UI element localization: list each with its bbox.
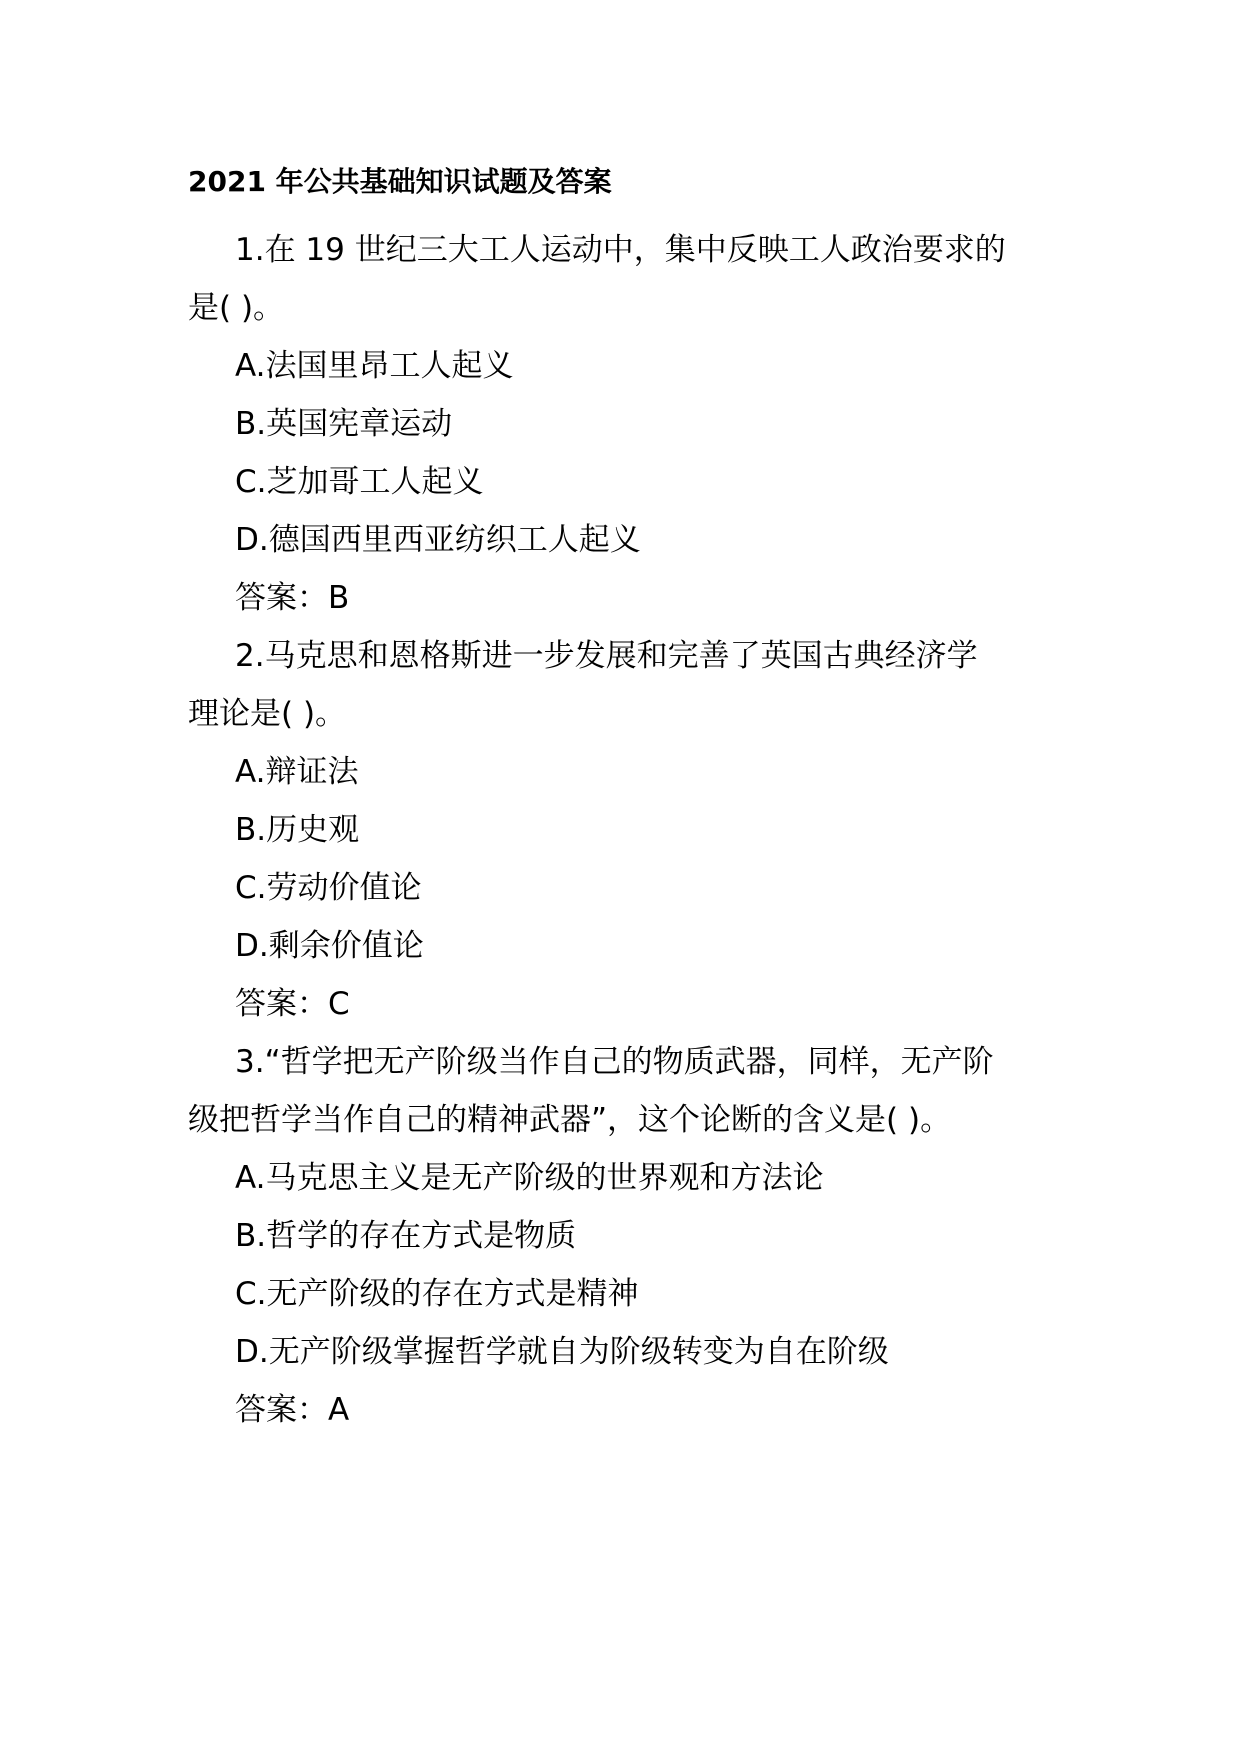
question-2-answer: 答案：C (235, 986, 350, 1022)
question-3-option-c: C.无产阶级的存在方式是精神 (235, 1276, 639, 1312)
question-2-option-c: C.劳动价值论 (235, 870, 422, 906)
question-1-option-d: D.德国西里西亚纺织工人起义 (235, 522, 641, 558)
question-3-option-a: A.马克思主义是无产阶级的世界观和方法论 (235, 1160, 824, 1196)
question-3-option-b: B.哲学的存在方式是物质 (235, 1218, 577, 1254)
question-2-option-d: D.剩余价值论 (235, 928, 424, 964)
question-2-option-a: A.辩证法 (235, 754, 359, 790)
question-2-stem-line-2: 理论是( )。 (188, 696, 347, 732)
question-1-stem-line-2: 是( )。 (188, 290, 285, 326)
question-1-option-c: C.芝加哥工人起义 (235, 464, 484, 500)
question-3-stem-line-2: 级把哲学当作自己的精神武器”，这个论断的含义是( )。 (188, 1102, 952, 1138)
question-1-option-a: A.法国里昂工人起义 (235, 348, 514, 384)
question-1-stem-line-1: 1.在 19 世纪三大工人运动中，集中反映工人政治要求的 (235, 232, 1006, 268)
question-2-stem-line-1: 2.马克思和恩格斯进一步发展和完善了英国古典经济学 (235, 638, 978, 674)
question-2-option-b: B.历史观 (235, 812, 360, 848)
question-1-answer: 答案：B (235, 580, 350, 616)
question-3-option-d: D.无产阶级掌握哲学就自为阶级转变为自在阶级 (235, 1334, 889, 1370)
question-1-option-b: B.英国宪章运动 (235, 406, 453, 442)
document-title: 2021 年公共基础知识试题及答案 (188, 165, 612, 198)
question-3-answer: 答案：A (235, 1392, 350, 1428)
question-3-stem-line-1: 3.“哲学把无产阶级当作自己的物质武器，同样，无产阶 (235, 1044, 994, 1080)
